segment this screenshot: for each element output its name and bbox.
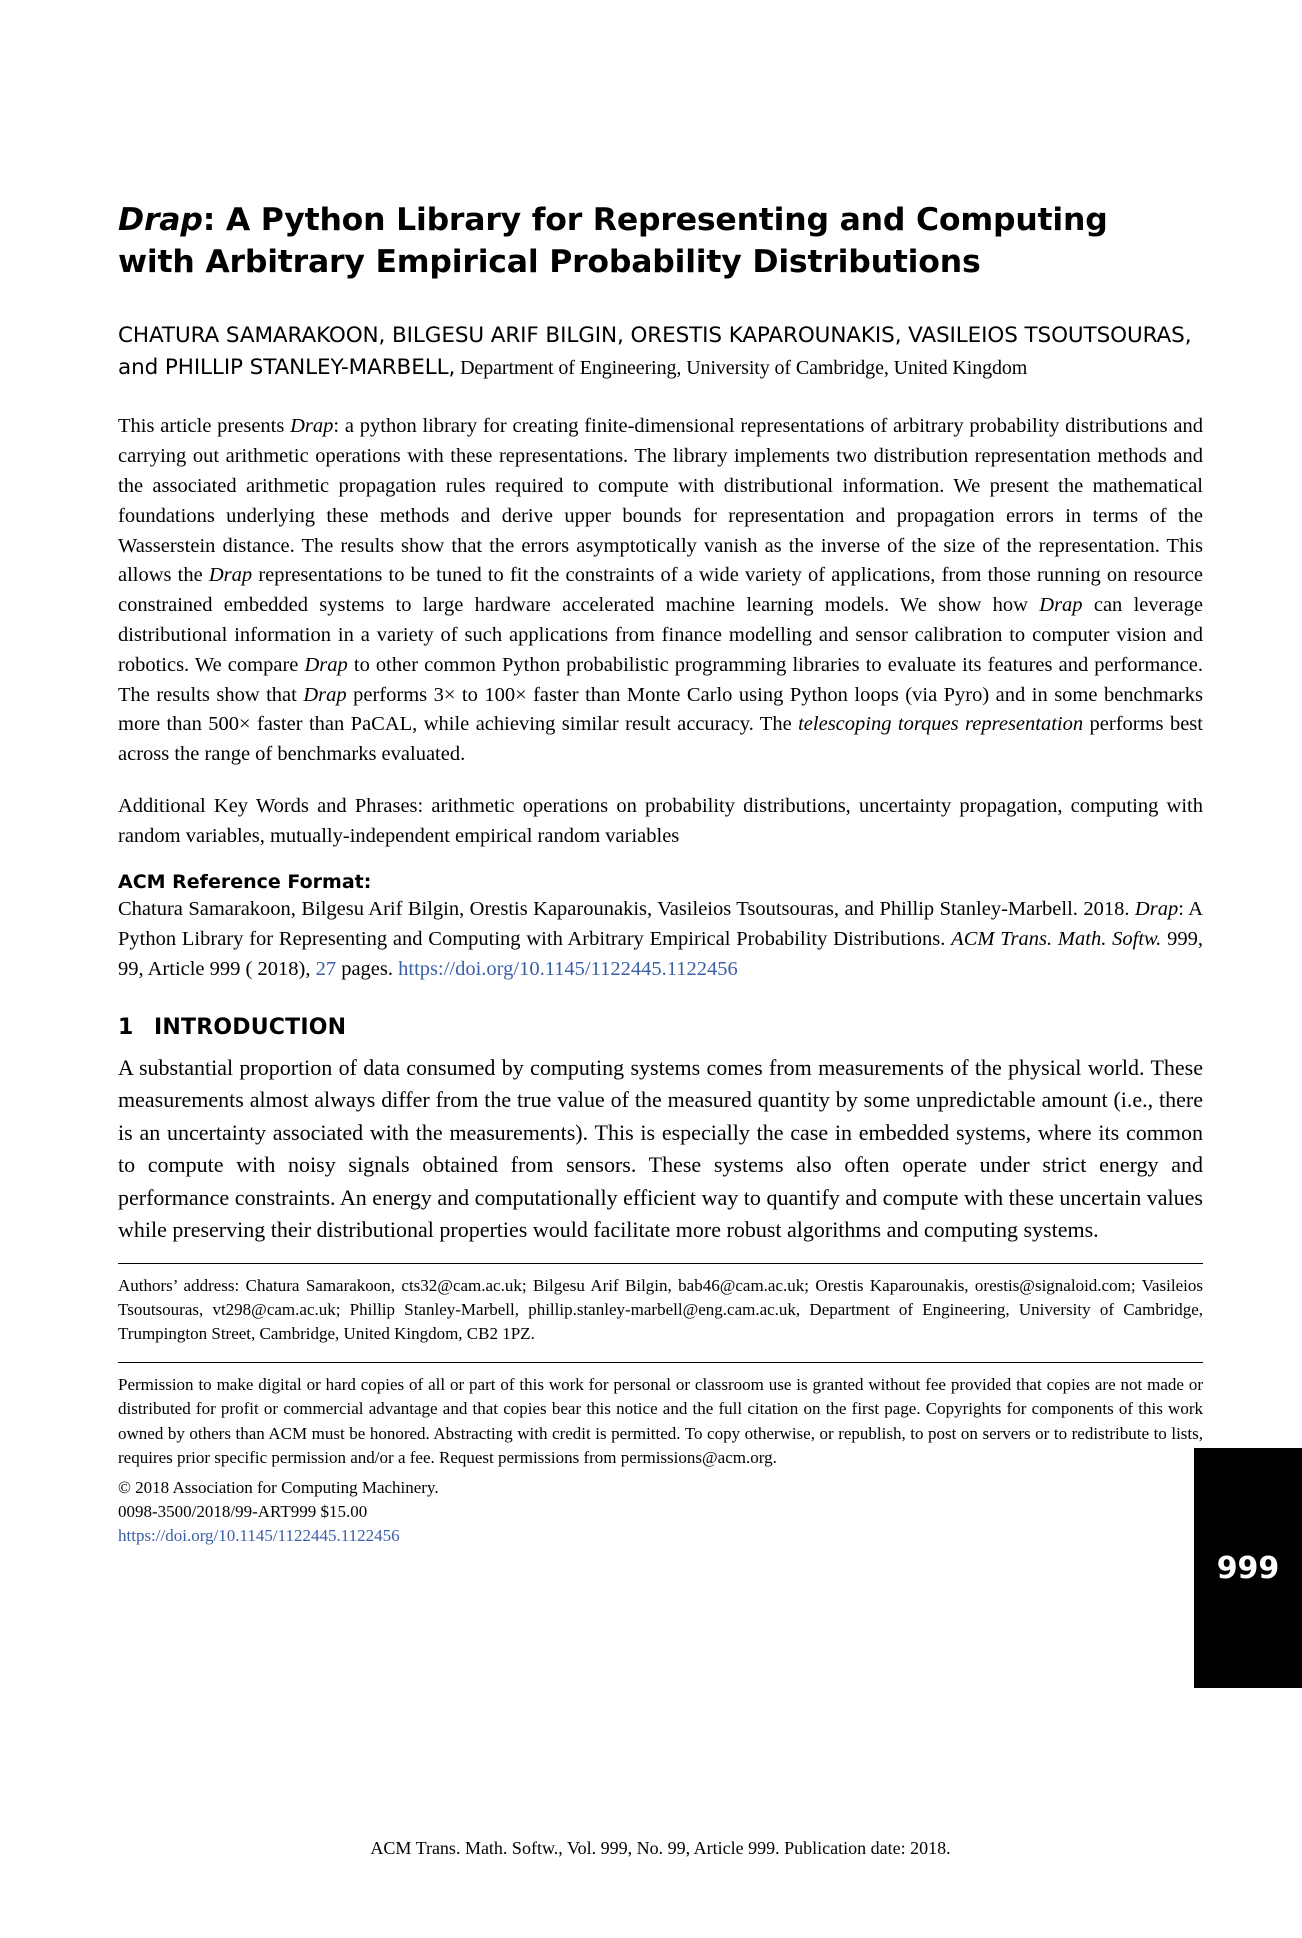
- page-count-link[interactable]: 27: [315, 957, 337, 980]
- abstract-seg-1: This article presents: [118, 415, 291, 438]
- abstract-seg-3: representations to be tuned to fit the constraints of a wide variety of applications, from those running on resource constrained embedded systems to large hardware accelerated machine learning models. We show how: [118, 564, 1203, 617]
- abstract-italic-4: Drap: [304, 653, 348, 676]
- page-footer: ACM Trans. Math. Softw., Vol. 999, No. 99, Article 999. Publication date: 2018.: [370, 1838, 951, 1858]
- title-line2: with Arbitrary Empirical Probability Distributions: [118, 243, 981, 280]
- abstract-paragraph: [118, 412, 1203, 770]
- authors-address-footnote: [118, 1274, 1203, 1346]
- footnote-divider-bottom: [118, 1362, 1203, 1363]
- ref-seg-1: Chatura Samarakoon, Bilgesu Arif Bilgin, Orestis Kaparounakis, Vasileios Tsoutsouras, and Phillip Stanley-Marbell. 2018.: [118, 898, 1135, 921]
- authors-address-text: Authors’ address: Chatura Samarakoon, cts32@cam.ac.uk; Bilgesu Arif Bilgin, bab46@cam.ac.uk; Orestis Kaparounakis, orestis@signaloid.com; Vasileios Tsoutsouras, vt298@cam.ac.uk; Phillip Stanley-Marbell, phillip.stanley-marbell@eng.cam.ac.uk, Department of Engineering, University of Cambridge, Trumpington Street, Cambridge, United Kingdom, CB2 1PZ.: [118, 1275, 1203, 1344]
- abstract-italic-5: Drap: [303, 683, 347, 706]
- article-number-tab: 999: [1194, 1448, 1302, 1688]
- title-italic-word: Drap: [118, 202, 203, 238]
- section-title: INTRODUCTION: [154, 1014, 347, 1040]
- permission-text: Permission to make digital or hard copies of all or part of this work for personal or classroom use is granted without fee provided that copies are not made or distributed for profit or commercial advantage and that copies bear this notice and the full citation on the first page. Copyrights for components of this work owned by others than ACM must be honored. Abstracting with credit is permitted. To copy otherwise, or republish, to post on servers or to redistribute to lists, requires prior specific permission and/or a fee. Request permissions from permissions@acm.org.: [118, 1375, 1203, 1467]
- page-title: [118, 200, 1148, 284]
- copyright-text: © 2018 Association for Computing Machinery.: [118, 1477, 439, 1497]
- paper-content: [118, 200, 1203, 1548]
- ref-seg-4: pages.: [336, 957, 399, 980]
- author-list: [118, 320, 1203, 385]
- introduction-paragraph: A substantial proportion of data consumed by computing systems comes from measurements of the physical world. These measurements almost always differ from the true value of the measured quantity by some unpredictable amount (i.e., there is an uncertainty associated with the measurements). This is especially the case in embedded systems, where its common to compute with noisy signals obtained from sensors. These systems also often operate under strict energy and performance constraints. An energy and computationally efficient way to quantify and compute with these uncertain values while preserving their distributional properties would facilitate more robust algorithms and computing systems.: [118, 1054, 1203, 1243]
- acm-reference-heading: ACM Reference Format:: [118, 871, 372, 894]
- title-line1-rest: : A Python Library for Representing and Computing: [202, 202, 1108, 238]
- abstract-seg-4: can leverage distributional information in a variety of such applications from finance modelling and sensor calibration to computer vision and robotics. We compare: [118, 594, 1203, 676]
- abstract-seg-2: : a python library for creating finite-dimensional representations of arbitrary probability distributions and carrying out arithmetic operations with these representations. The library implements two distribution representation methods and the associated arithmetic propagation rules required to compute with distributional information. We present the mathematical foundations underlying these methods and derive upper bounds for representation and propagation errors in terms of the Wasserstein distance. The results show that the errors asymptotically vanish as the inverse of the size of the representation. This allows the: [118, 415, 1203, 587]
- ref-italic-2: ACM Trans. Math. Softw.: [951, 928, 1162, 951]
- footnote-doi-link[interactable]: https://doi.org/10.1145/1122445.1122456: [118, 1526, 400, 1546]
- section-heading-introduction: [118, 1015, 1203, 1040]
- keywords-paragraph: Additional Key Words and Phrases: arithmetic operations on probability distributions, uncertainty propagation, computing with random variables, mutually-independent empirical random variables: [118, 795, 1203, 847]
- section-number: 1: [118, 1014, 134, 1040]
- author-affiliation: Department of Engineering, University of Cambridge, United Kingdom: [455, 357, 1028, 380]
- acm-reference-text: [118, 895, 1203, 984]
- copyright-footnote: [118, 1373, 1203, 1548]
- author-names: CHATURA SAMARAKOON, BILGESU ARIF BILGIN, ORESTIS KAPAROUNAKIS, VASILEIOS TSOUTSOURAS, and PHILLIP STANLEY-MARBELL,: [118, 322, 1192, 381]
- issn-text: 0098-3500/2018/99-ART999 $15.00: [118, 1501, 368, 1521]
- abstract-italic-3: Drap: [1039, 594, 1083, 617]
- footnote-divider-top: [118, 1263, 1203, 1264]
- doi-link[interactable]: https://doi.org/10.1145/1122445.1122456: [398, 957, 738, 980]
- ref-italic-1: Drap: [1134, 898, 1179, 921]
- abstract-seg-6: performs 3× to 100× faster than Monte Carlo using Python loops (via Pyro) and in some benchmarks more than 500× faster than PaCAL, while achieving similar result accuracy. The: [118, 683, 1203, 736]
- abstract-italic-2: Drap: [208, 564, 253, 587]
- abstract-seg-7: performs best across the range of benchmarks evaluated.: [118, 713, 1203, 766]
- ref-seg-3: 999, 99, Article 999 ( 2018),: [118, 928, 1204, 980]
- abstract-italic-6: telescoping torques representation: [798, 713, 1084, 736]
- abstract-italic-1: Drap: [290, 415, 334, 438]
- abstract-seg-5: to other common Python probabilistic programming libraries to evaluate its features and performance. The results show that: [118, 653, 1203, 706]
- ref-seg-2: : A Python Library for Representing and Computing with Arbitrary Empirical Probability Distributions.: [118, 898, 1203, 951]
